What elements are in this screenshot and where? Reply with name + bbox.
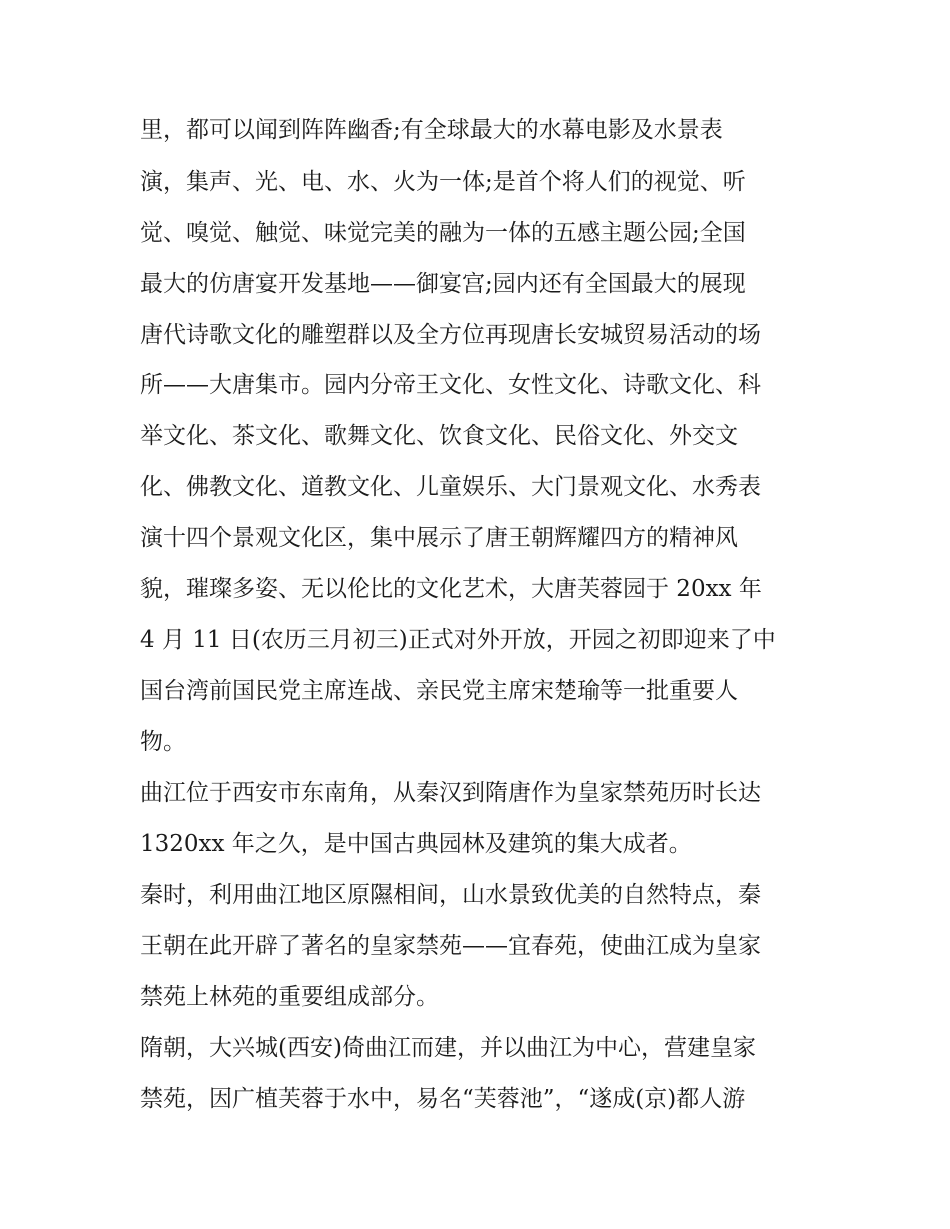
text-line: 隋朝，大兴城(西安)倚曲江而建，并以曲江为中心，营建皇家 — [140, 1035, 756, 1061]
text-line: 演十四个景观文化区，集中展示了唐王朝辉耀四方的精神风 — [140, 525, 738, 551]
text-line: 觉、嗅觉、触觉、味觉完美的融为一体的五感主题公园;全国 — [140, 220, 746, 246]
text-line: 演，集声、光、电、水、火为一体;是首个将人们的视觉、听 — [140, 169, 746, 195]
text-line: 1320xx 年之久，是中国古典园林及建筑的集大成者。 — [140, 831, 692, 857]
text-line: 最大的仿唐宴开发基地——御宴宫;园内还有全国最大的展现 — [140, 271, 746, 297]
text-line: 里，都可以闻到阵阵幽香;有全球最大的水幕电影及水景表 — [140, 117, 723, 143]
text-line: 貌，璀璨多姿、无以伦比的文化艺术，大唐芙蓉园于 20xx 年 — [140, 576, 762, 602]
text-line: 唐代诗歌文化的雕塑群以及全方位再现唐长安城贸易活动的场 — [140, 322, 761, 348]
text-line: 禁苑上林苑的重要组成部分。 — [140, 984, 439, 1010]
text-line: 曲江位于西安市东南角，从秦汉到隋唐作为皇家禁苑历时长达 — [140, 780, 761, 806]
text-line: 举文化、茶文化、歌舞文化、饮食文化、民俗文化、外交文 — [140, 423, 738, 449]
text-line: 所——大唐集市。园内分帝王文化、女性文化、诗歌文化、科 — [140, 372, 761, 398]
text-line: 禁苑，因广植芙蓉于水中，易名“芙蓉池”，“遂成(京)都人游 — [140, 1086, 746, 1112]
text-line: 物。 — [140, 729, 186, 755]
text-line: 秦时，利用曲江地区原隰相间，山水景致优美的自然特点，秦 — [140, 882, 761, 908]
text-line: 化、佛教文化、道教文化、儿童娱乐、大门景观文化、水秀表 — [140, 474, 761, 500]
text-line: 国台湾前国民党主席连战、亲民党主席宋楚瑜等一批重要人 — [140, 678, 738, 704]
text-line: 4 月 11 日(农历三月初三)正式对外开放，开园之初即迎来了中 — [140, 627, 776, 653]
text-line: 王朝在此开辟了著名的皇家禁苑——宜春苑，使曲江成为皇家 — [140, 933, 761, 959]
